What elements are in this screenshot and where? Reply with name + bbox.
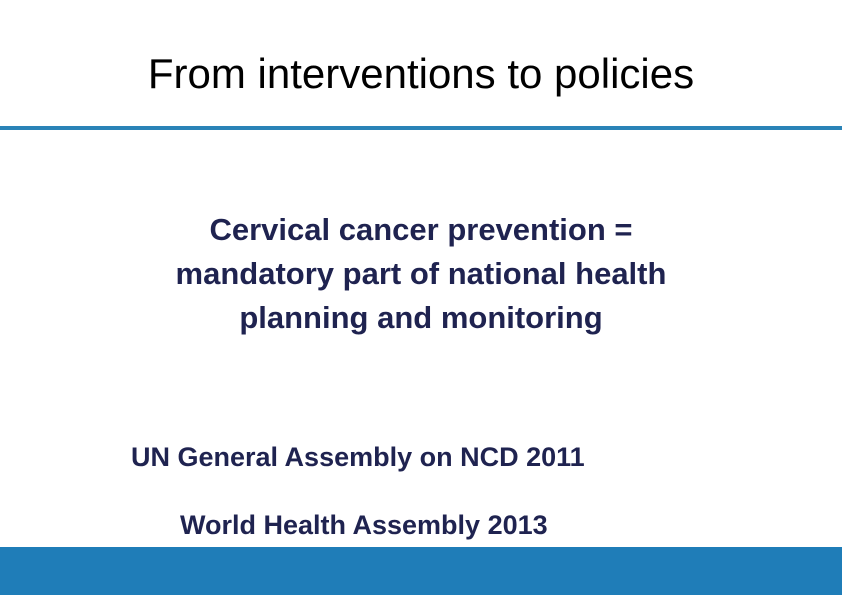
slide-title: From interventions to policies (147, 50, 695, 97)
footer-band (0, 547, 842, 595)
main-statement-line-2: mandatory part of national health (175, 256, 667, 291)
main-statement-line-3: planning and monitoring (239, 300, 603, 335)
reference-un-general-assembly: UN General Assembly on NCD 2011 (131, 442, 585, 472)
main-statement (0, 208, 842, 340)
title-divider (0, 126, 842, 130)
main-statement-line-1: Cervical cancer prevention = (209, 212, 633, 247)
reference-world-health-assembly: World Health Assembly 2013 (180, 510, 548, 540)
